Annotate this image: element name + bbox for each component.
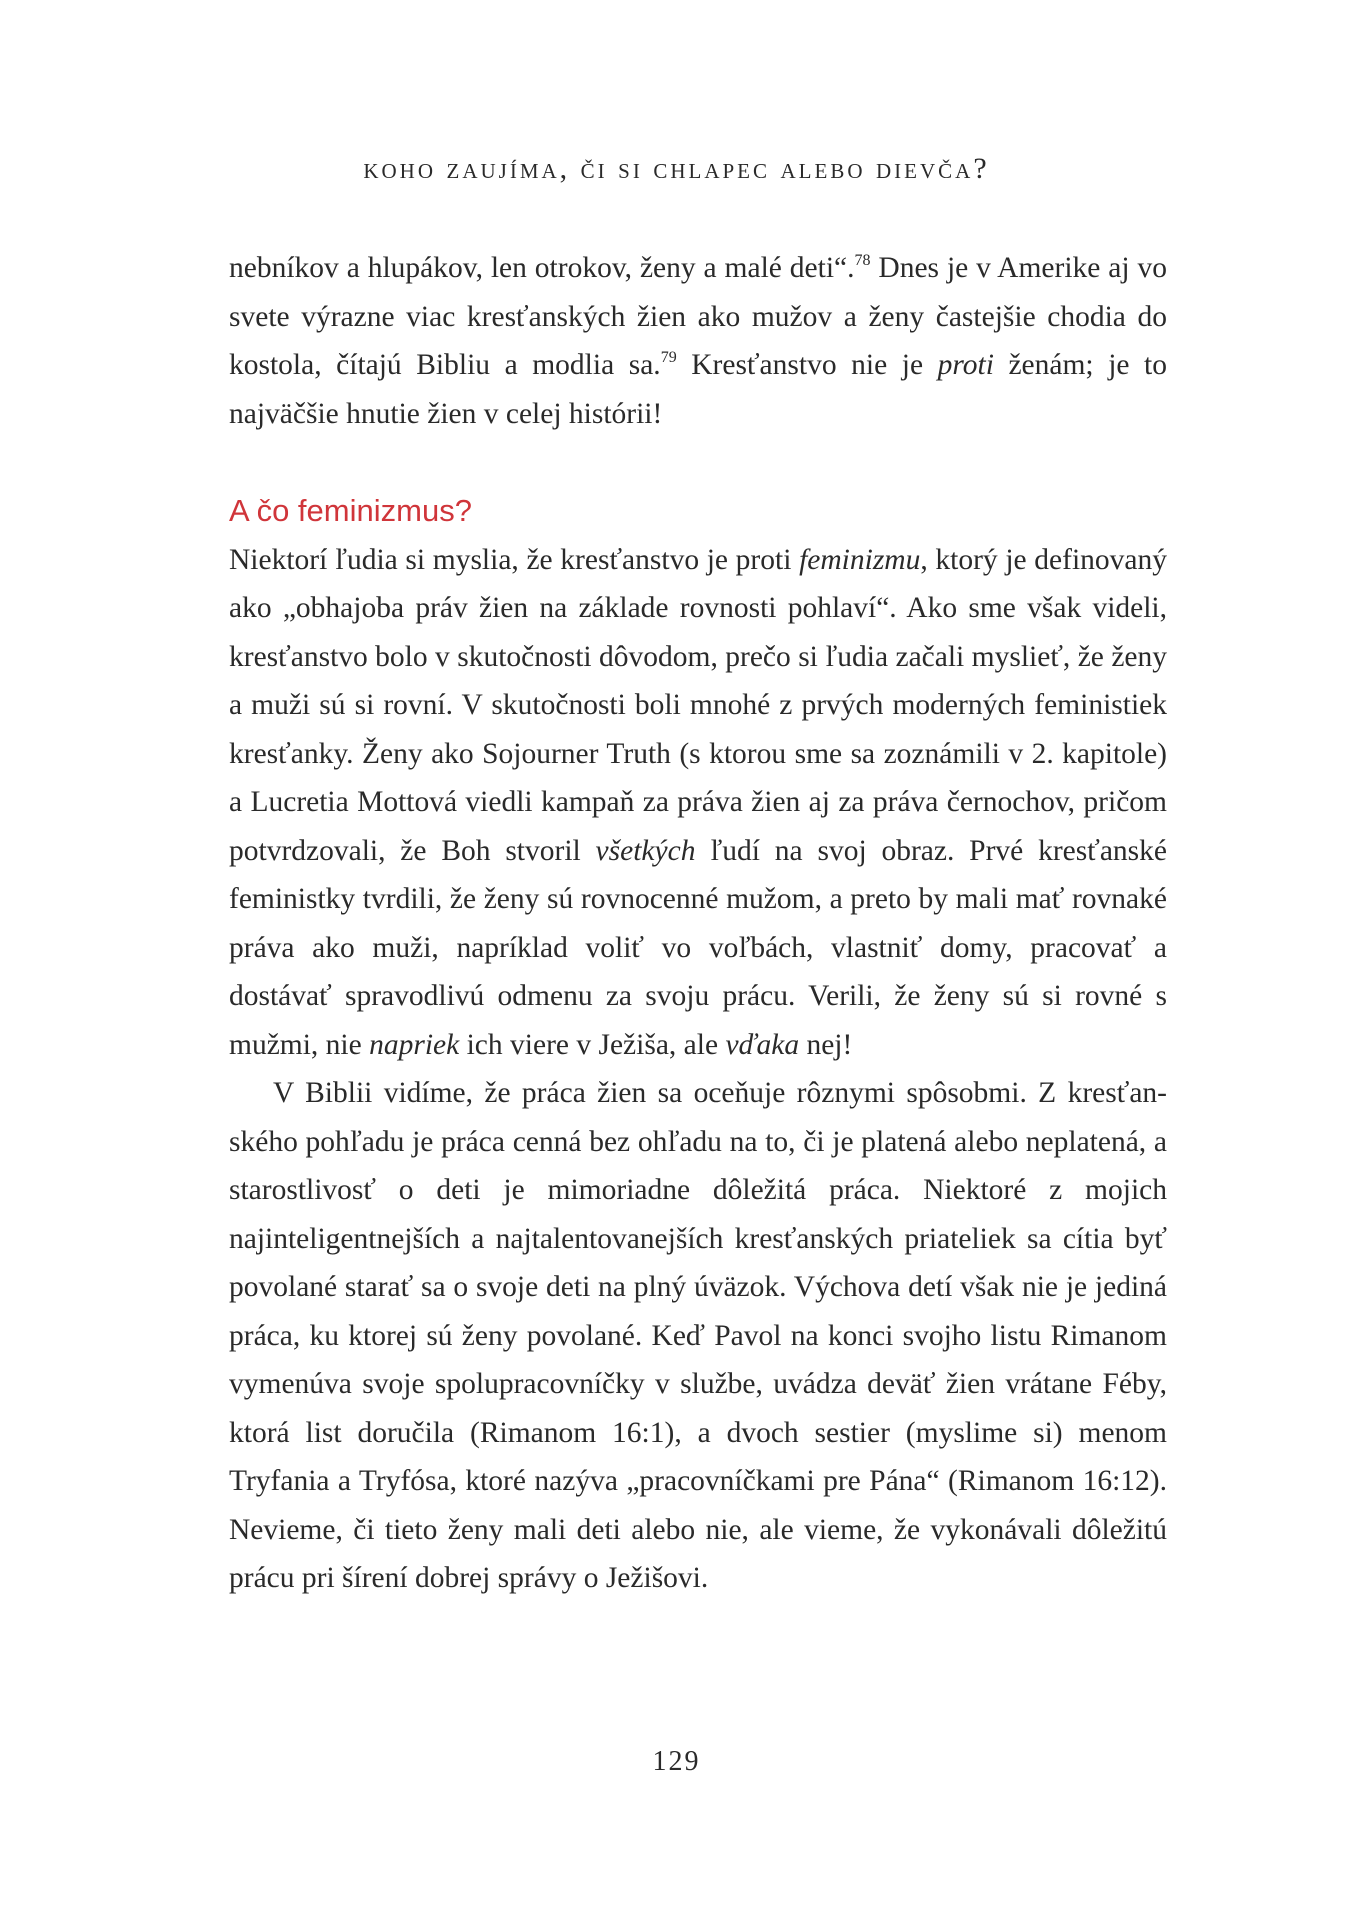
section-heading: A čo feminizmus? [229,493,472,528]
paragraph-2-text-b: , ktorý je definovaný ako „obhajoba práv žien na základe rovnosti pohlaví“. Ako sme však videli, kresťanstvo bolo v skutočnosti dôvodom, prečo si ľudia začali myslieť, že ženy a muži sú si rovní. V skutočnosti boli mnohé z prvých moderných feministiek kresťanky. Ženy ako Sojourner Truth (s ktorou sme sa zoznámili v 2. kapitole) a Lucretia Mottová viedli kampaň za práva žien aj za práva černochov, pričom potvrdzovali, že Boh stvoril [229,543,1167,867]
page-number: 129 [652,1746,701,1777]
paragraph-2-text-e: nej! [799,1028,853,1061]
paragraph-2-emphasis-c: napriek [369,1028,460,1061]
paragraph-2-text-c: ľudí na svoj obraz. Prvé kresťanské feministky tvrdili, že ženy sú rovnocenné mužom, a preto by mali mať rovnaké práva ako muži, napríklad voliť vo voľbách, vlastniť domy, pracovať a dostávať spravodlivú odmenu za svoju prácu. Verili, že ženy sú si rovné s mužmi, nie [229,834,1167,1061]
footnote-ref-79[interactable]: 79 [660,349,677,366]
running-head: koho zaujíma, či si chlapec alebo dievča? [363,152,990,185]
paragraph-1-text-d: ženám; je to najväčšie hnutie žien v celej histórii! [229,349,1167,430]
page-body [229,244,1167,1603]
paragraph-2-emphasis-d: vďaka [725,1028,800,1061]
paragraph-2-emphasis-a: feminizmu [799,543,921,576]
paragraph-2 [229,536,1167,1070]
paragraph-1-emphasis: proti [937,349,994,381]
paragraph-1-text-a: nebníkov a hlupákov, len otrokov, ženy a malé deti“. [229,252,855,284]
paragraph-2-text-a: Niektorí ľudia si myslia, že kresťanstvo je proti [229,543,800,576]
paragraph-1 [229,244,1167,438]
footnote-ref-78[interactable]: 78 [854,252,871,269]
paragraph-1-text-b: Dnes je v Amerike aj vo svete výrazne viac kresťanských žien ako mužov a ženy častejšie chodia do kostola, čítajú Bibliu a modlia sa. [229,252,1167,381]
paragraph-3: V Biblii vidíme, že práca žien sa oceňuje rôznymi spôsobmi. Z kresťanského pohľadu je práca cenná bez ohľadu na to, či je platená alebo neplatená, a starostlivosť o deti je mimoriadne dôležitá práca. Niektoré z mojich najinteligentnejších a najtalentovanejších kresťanských priateliek sa cítia byť povolané starať sa o svoje deti na plný úväzok. Výchova detí však nie je jediná práca, ku ktorej sú ženy povolané. Keď Pavol na konci svojho listu Rimanom vymenúva svoje spolupracovníčky v službe, uvádza deväť žien vrátane Féby, ktorá list doručila (Rimanom 16:1), a dvoch sestier (myslime si) menom Tryfania a Tryfósa, ktoré nazýva „pracovníčkami pre Pána“ (Rimanom 16:12). Nevieme, či tieto ženy mali deti alebo nie, ale vieme, že vykonávali dôležitú prácu pri šírení dobrej správy o Ježišovi. [229,1077,1167,1594]
paragraph-2-emphasis-b: všetkých [595,834,696,867]
paragraph-1-text-c: Kresťanstvo nie je [676,349,938,381]
paragraph-2-text-d: ich viere v Ježiša, ale [459,1028,726,1061]
